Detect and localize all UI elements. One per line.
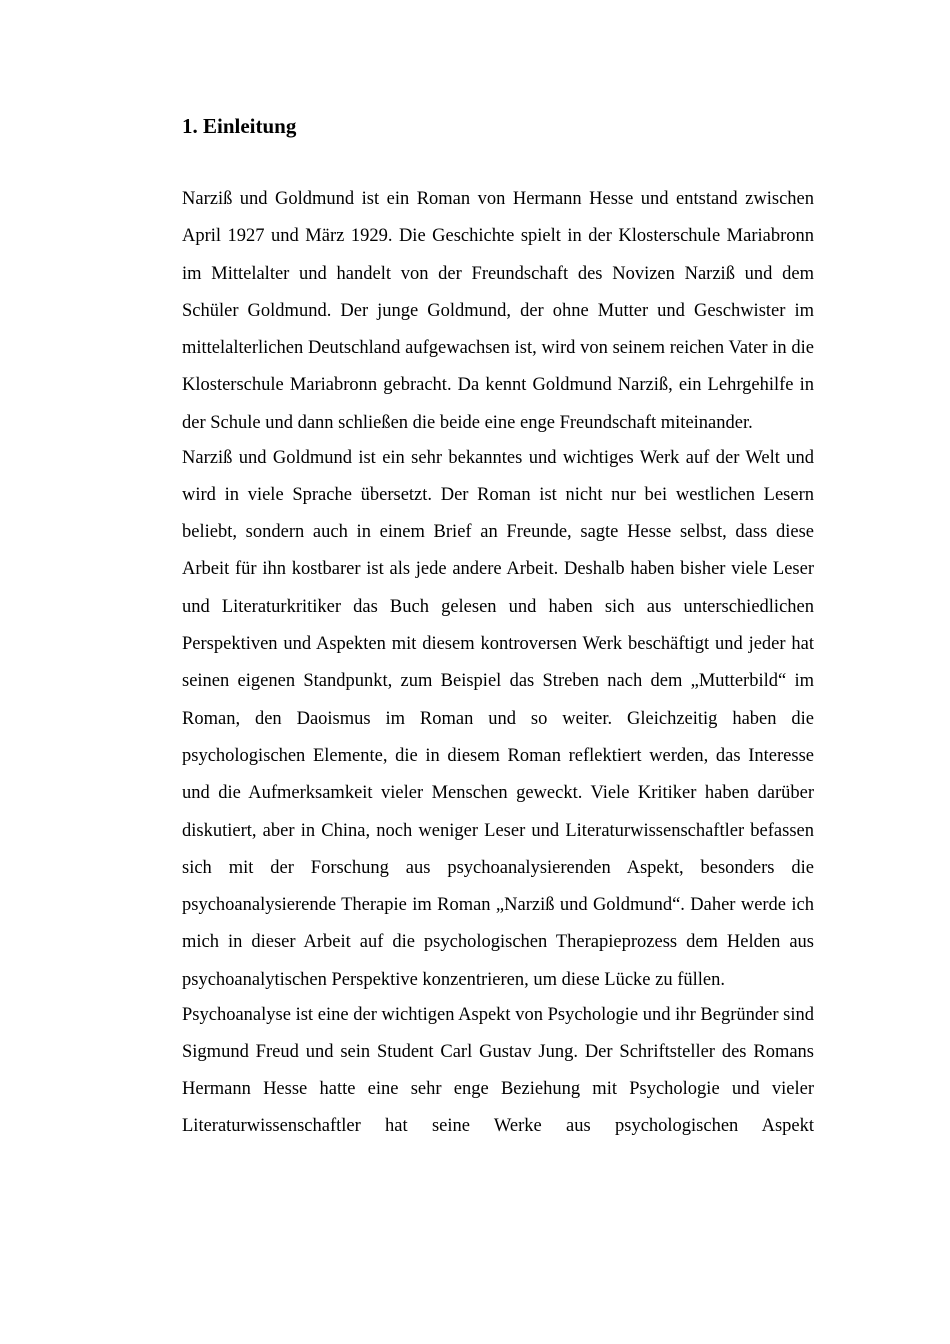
paragraph-1: Narziß und Goldmund ist ein Roman von Hermann Hesse und entstand zwischen April 1927 und März 1929. Die Geschichte spielt in der Klosterschule Mariabronn im Mittelalter und handelt von der Freundschaft des Novizen Narziß und dem Schüler Goldmund. Der junge Goldmund, der ohne Mutter und Geschwister im mittelalterlichen Deutschland aufgewachsen ist, wird von seinem reichen Vater in die Klosterschule Mariabronn gebracht. Da kennt Goldmund Narziß, ein Lehrgehilfe in der Schule und dann schließen die beide eine enge Freundschaft miteinander. bbox=[182, 189, 814, 433]
section-heading: 1. Einleitung bbox=[182, 114, 297, 138]
body-text bbox=[182, 181, 814, 1146]
paragraph-2: Narziß und Goldmund ist ein sehr bekanntes und wichtiges Werk auf der Welt und wird in viele Sprache übersetzt. Der Roman ist nicht nur bei westlichen Lesern beliebt, sondern auch in einem Brief an Freunde, sagte Hesse selbst, dass diese Arbeit für ihn kostbarer ist als jede andere Arbeit. Deshalb haben bisher viele Leser und Literaturkritiker das Buch gelesen und haben sich aus unterschiedlichen Perspektiven und Aspekten mit diesem kontroversen Werk beschäftigt und jeder hat seinen eigenen Standpunkt, zum Beispiel das Streben nach dem „Mutterbild“ im Roman, den Daoismus im Roman und so weiter. Gleichzeitig haben die psychologischen Elemente, die in diesem Roman reflektiert werden, das Interesse und die Aufmerksamkeit vieler Menschen geweckt. Viele Kritiker haben darüber diskutiert, aber in China, noch weniger Leser und Literaturwissenschaftler befassen sich mit der Forschung aus psychoanalysierenden Aspekt, besonders die psychoanalysierende Therapie im Roman „Narziß und Goldmund“. Daher werde ich mich in dieser Arbeit auf die psychologischen Therapieprozess dem Helden aus psychoanalytischen Perspektive konzentrieren, um diese Lücke zu füllen. bbox=[182, 447, 814, 990]
paragraph-3: Psychoanalyse ist eine der wichtigen Aspekt von Psychologie und ihr Begründer sind Sigmund Freud und sein Student Carl Gustav Jung. Der Schriftsteller des Romans Hermann Hesse hatte eine sehr enge Beziehung mit Psychologie und vieler Literaturwissenschaftler hat seine Werke aus psychologischen Aspekt bbox=[182, 1004, 814, 1137]
